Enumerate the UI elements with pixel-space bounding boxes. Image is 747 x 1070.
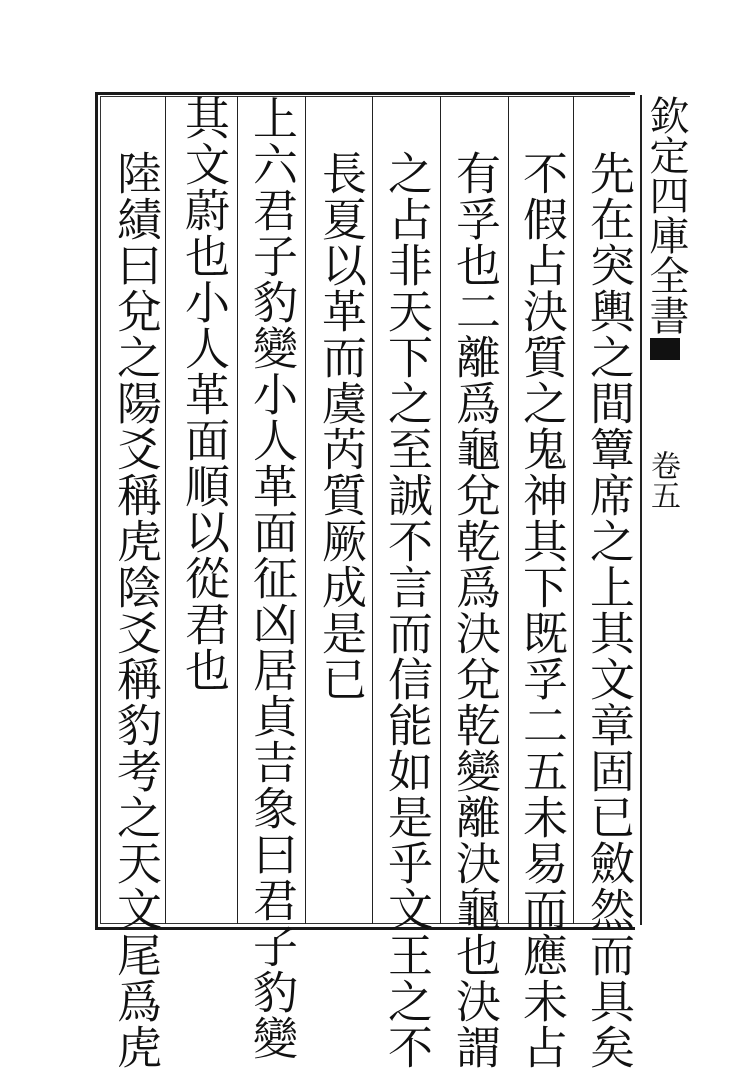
column-rule bbox=[305, 96, 306, 924]
fishtail-mark bbox=[650, 338, 680, 360]
column-rule bbox=[440, 96, 441, 924]
text-column: 陸績曰兌之陽爻稱虎陰爻稱豹考之天文尾爲虎 bbox=[109, 150, 162, 1070]
juan-number: 卷五 bbox=[645, 450, 680, 510]
text-column: 長夏以革而虞芮質厥成是已 bbox=[314, 150, 367, 702]
text-column: 上六君子豹變小人革面征凶居貞吉象曰君子豹變 bbox=[245, 95, 298, 1061]
text-column: 先在突輿之間簟席之上其文章固已斂然而具矣 bbox=[582, 150, 635, 1070]
text-column: 其文蔚也小人革面順以從君也 bbox=[177, 95, 230, 693]
column-rule bbox=[508, 96, 509, 924]
column-rule bbox=[237, 96, 238, 924]
column-rule bbox=[372, 96, 373, 924]
text-column: 不假占決質之鬼神其下既孚二五未易而應未占 bbox=[515, 150, 568, 1070]
book-title: 欽定四庫全書 bbox=[643, 95, 689, 335]
text-column: 有孚也二離爲龜兌乾爲決兌乾變離決龜也決謂 bbox=[448, 150, 501, 1070]
column-rule bbox=[165, 96, 166, 924]
column-rule bbox=[573, 96, 574, 924]
text-column: 之占非天下之至誠不言而信能如是乎文王之不 bbox=[380, 150, 433, 1070]
